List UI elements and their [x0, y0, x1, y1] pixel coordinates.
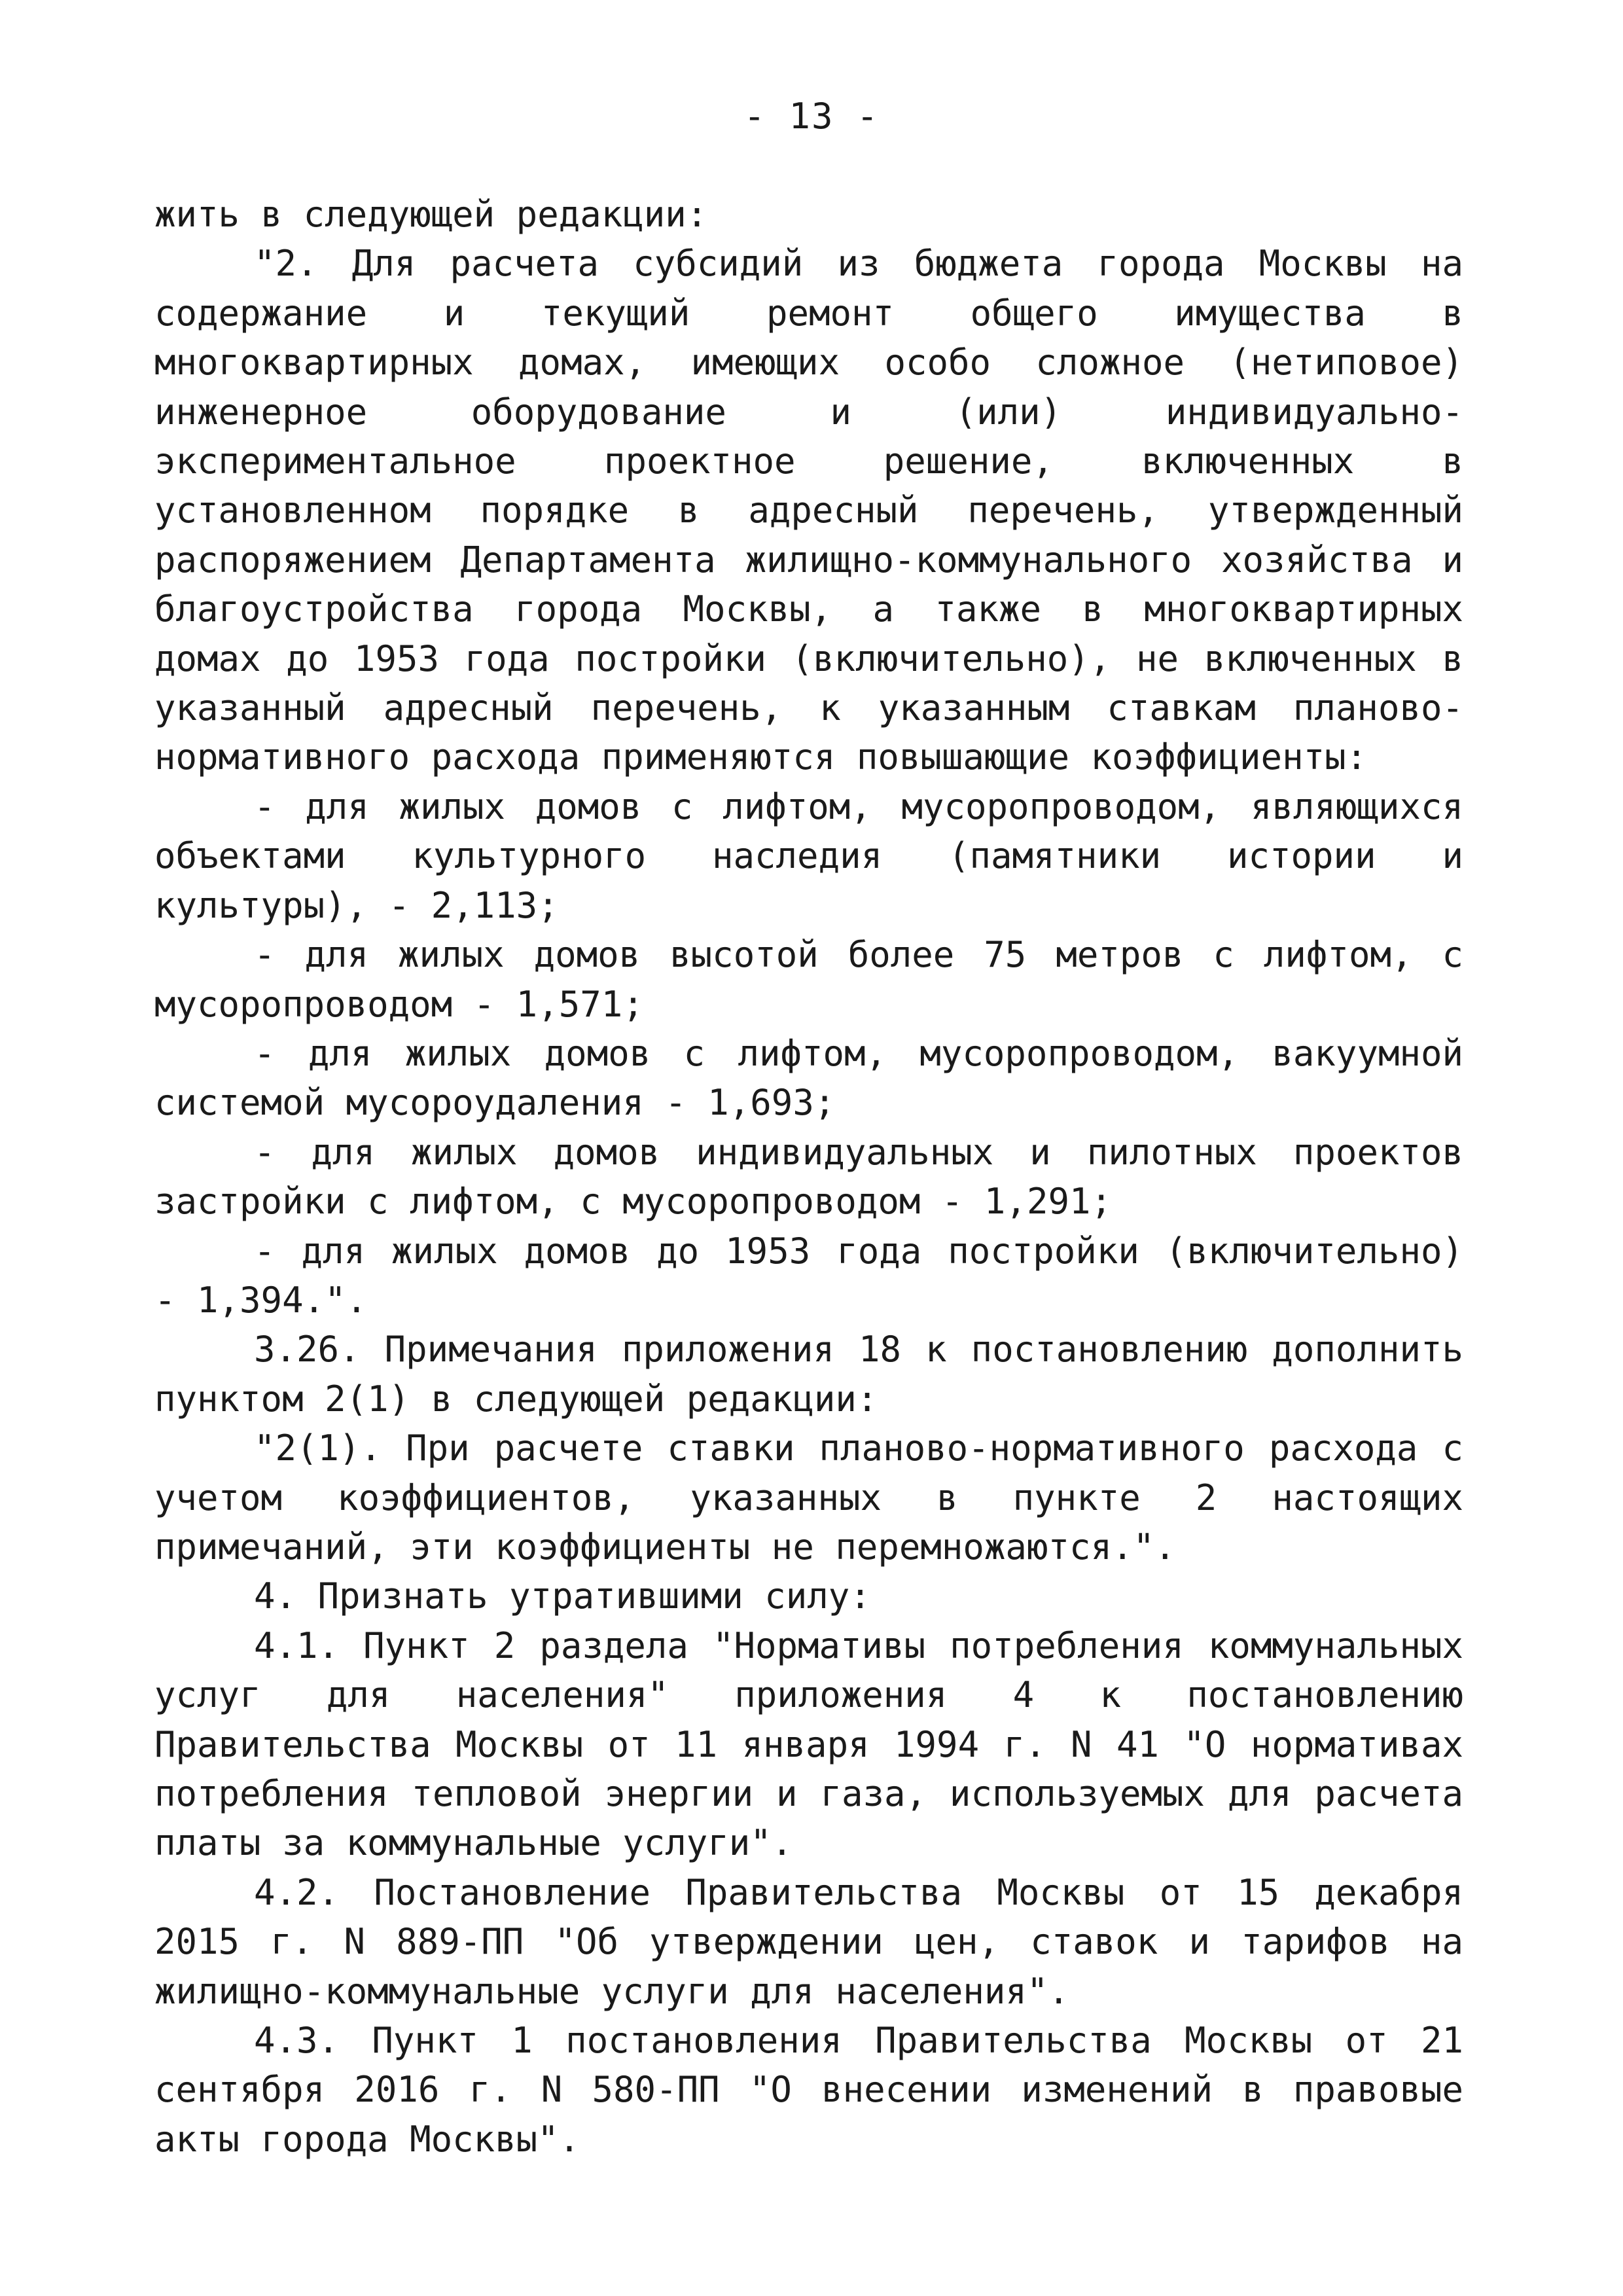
list-item-coefficient-high-rise: - для жилых домов высотой более 75 метров с лифтом, с мусоропроводом - 1,571; [154, 934, 1463, 1025]
paragraph-4-repeal-heading: 4. Признать утратившими силу: [254, 1575, 871, 1617]
paragraph-4-2: 4.2. Постановление Правительства Москвы от 15 декабря 2015 г. N 889-ПП "Об утверждении цен, ставок и тарифов на жилищно-коммунальные услуги для населения". [154, 1871, 1463, 2012]
document-body [154, 190, 1463, 2164]
paragraph-3-26-notes: 3.26. Примечания приложения 18 к постановлению дополнить пунктом 2(1) в следующей редакции: [154, 1329, 1463, 1420]
list-item-coefficient-individual-projects: - для жилых домов индивидуальных и пилотных проектов застройки с лифтом, с мусоропроводом - 1,291; [154, 1131, 1463, 1223]
paragraph-4-1: 4.1. Пункт 2 раздела "Нормативы потребления коммунальных услуг для населения" приложения 4 к постановлению Правительства Москвы от 11 января 1994 г. N 41 "О нормативах потребления тепловой энергии и газа, используемых для расчета платы за коммунальные услуги". [154, 1624, 1463, 1864]
list-item-coefficient-vacuum-system: - для жилых домов с лифтом, мусоропроводом, вакуумной системой мусороудаления - 1,693; [154, 1032, 1463, 1124]
list-item-coefficient-cultural-heritage: - для жилых домов с лифтом, мусоропроводом, являющихся объектами культурного наследия (памятники истории и культуры), - 2,113; [154, 785, 1463, 926]
list-item-coefficient-pre-1953: - для жилых домов до 1953 года постройки (включительно) - 1,394.". [154, 1230, 1463, 1321]
paragraph-2-1-quote: "2(1). При расчете ставки планово-нормативного расхода с учетом коэффициентов, указанных в пункте 2 настоящих примечаний, эти коэффициенты не перемножаются.". [154, 1427, 1463, 1568]
paragraph-item-2-subsidies: "2. Для расчета субсидий из бюджета города Москвы на содержание и текущий ремонт общего имущества в многоквартирных домах, имеющих особо сложное (нетиповое) инженерное оборудование и (или) индивидуально-экспериментальное проектное решение, включенных в установленном порядке в адресный перечень, утвержденный распоряжением Департамента жилищно-коммунального хозяйства и благоустройства города Москвы, а также в многоквартирных домах до 1953 года постройки (включительно), не включенных в указанный адресный перечень, к указанным ставкам планово-нормативного расхода применяются повышающие коэффициенты: [154, 243, 1463, 778]
paragraph-4-3: 4.3. Пункт 1 постановления Правительства Москвы от 21 сентября 2016 г. N 580-ПП "О внесении изменений в правовые акты города Москвы". [154, 2020, 1463, 2160]
paragraph-continuation: жить в следующей редакции: [154, 194, 708, 235]
page-number: - 13 - [743, 96, 880, 137]
